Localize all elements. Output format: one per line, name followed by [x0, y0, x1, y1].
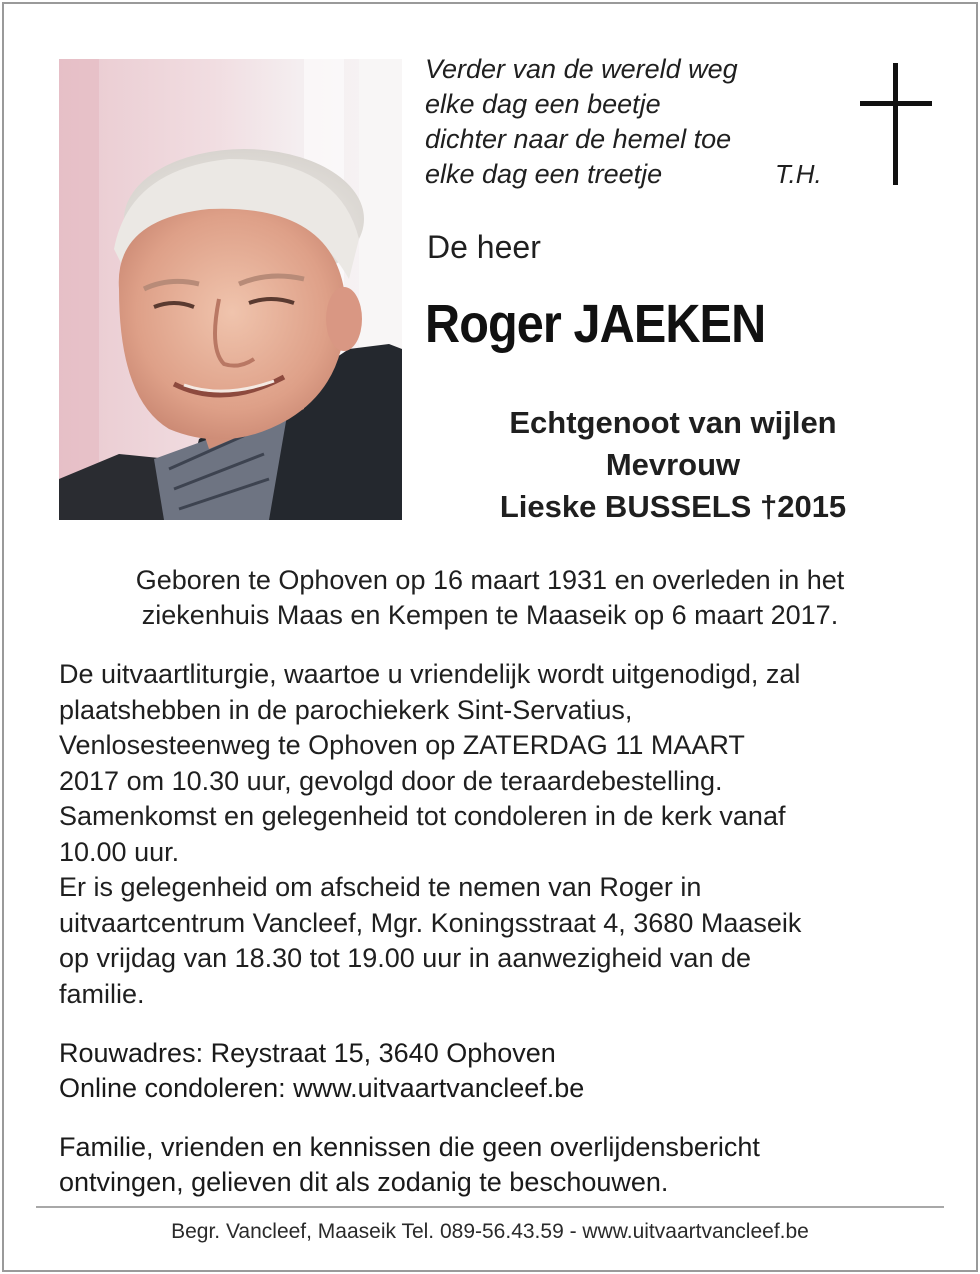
spouse-line: Mevrouw: [605, 447, 741, 482]
memorial-poem: [425, 52, 855, 192]
farewell-paragraph: Er is gelegenheid om afscheid te nemen van Roger in uitvaartcentrum Vancleef, Mgr. Koningsstraat 4, 3680 Maaseik op vrijdag van 18.30 tot 19.00 uur in aanwezigheid van de familie.: [59, 872, 802, 1009]
footer-credit: Begr. Vancleef, Maaseik Tel. 089-56.43.59 - www.uitvaartvancleef.be: [171, 1220, 809, 1243]
poem-line: dichter naar de hemel toe: [425, 124, 732, 154]
poem-line: elke dag een beetje: [425, 89, 661, 119]
contact-info: [59, 1036, 584, 1106]
salutation: De heer: [427, 229, 541, 265]
ceremony-paragraph: De uitvaartliturgie, waartoe u vriendelijk wordt uitgenodigd, zal plaatshebben in de parochiekerk Sint-Servatius, Venlosesteenweg te Ophoven op ZATERDAG 11 MAART 2017 om 10.30 uur, gevolgd door de teraardebestelling. Samenkomst en gelegenheid tot condoleren in de kerk vanaf 10.00 uur.: [59, 659, 801, 867]
poem-line: Verder van de wereld weg: [425, 54, 738, 84]
mourning-address: Rouwadres: Reystraat 15, 3640 Ophoven: [59, 1038, 556, 1068]
birth-line: Geboren te Ophoven op 16 maart 1931 en overleden in het: [135, 565, 845, 595]
closing-note: [59, 1130, 929, 1200]
poem-line: elke dag een treetje: [425, 159, 663, 189]
spouse-line: Lieske BUSSELS †2015: [499, 489, 847, 524]
spouse-line: Echtgenoot van wijlen: [509, 405, 837, 440]
online-condolences: Online condoleren: www.uitvaartvancleef.be: [59, 1073, 585, 1103]
birth-line: ziekenhuis Maas en Kempen te Maaseik op 6 maart 2017.: [141, 600, 839, 630]
deceased-name: Roger JAEKEN: [425, 294, 766, 354]
closing-paragraph: Familie, vrienden en kennissen die geen overlijdensbericht ontvingen, gelieven dit als zodanig te beschouwen.: [59, 1132, 760, 1197]
portrait-photo: [59, 59, 402, 520]
poem-author: T.H.: [775, 159, 822, 189]
funeral-details: [59, 657, 929, 1012]
spouse-info: [418, 402, 928, 528]
birth-death-info: [40, 563, 940, 633]
divider: [36, 1206, 944, 1208]
cross-icon: [860, 63, 932, 185]
